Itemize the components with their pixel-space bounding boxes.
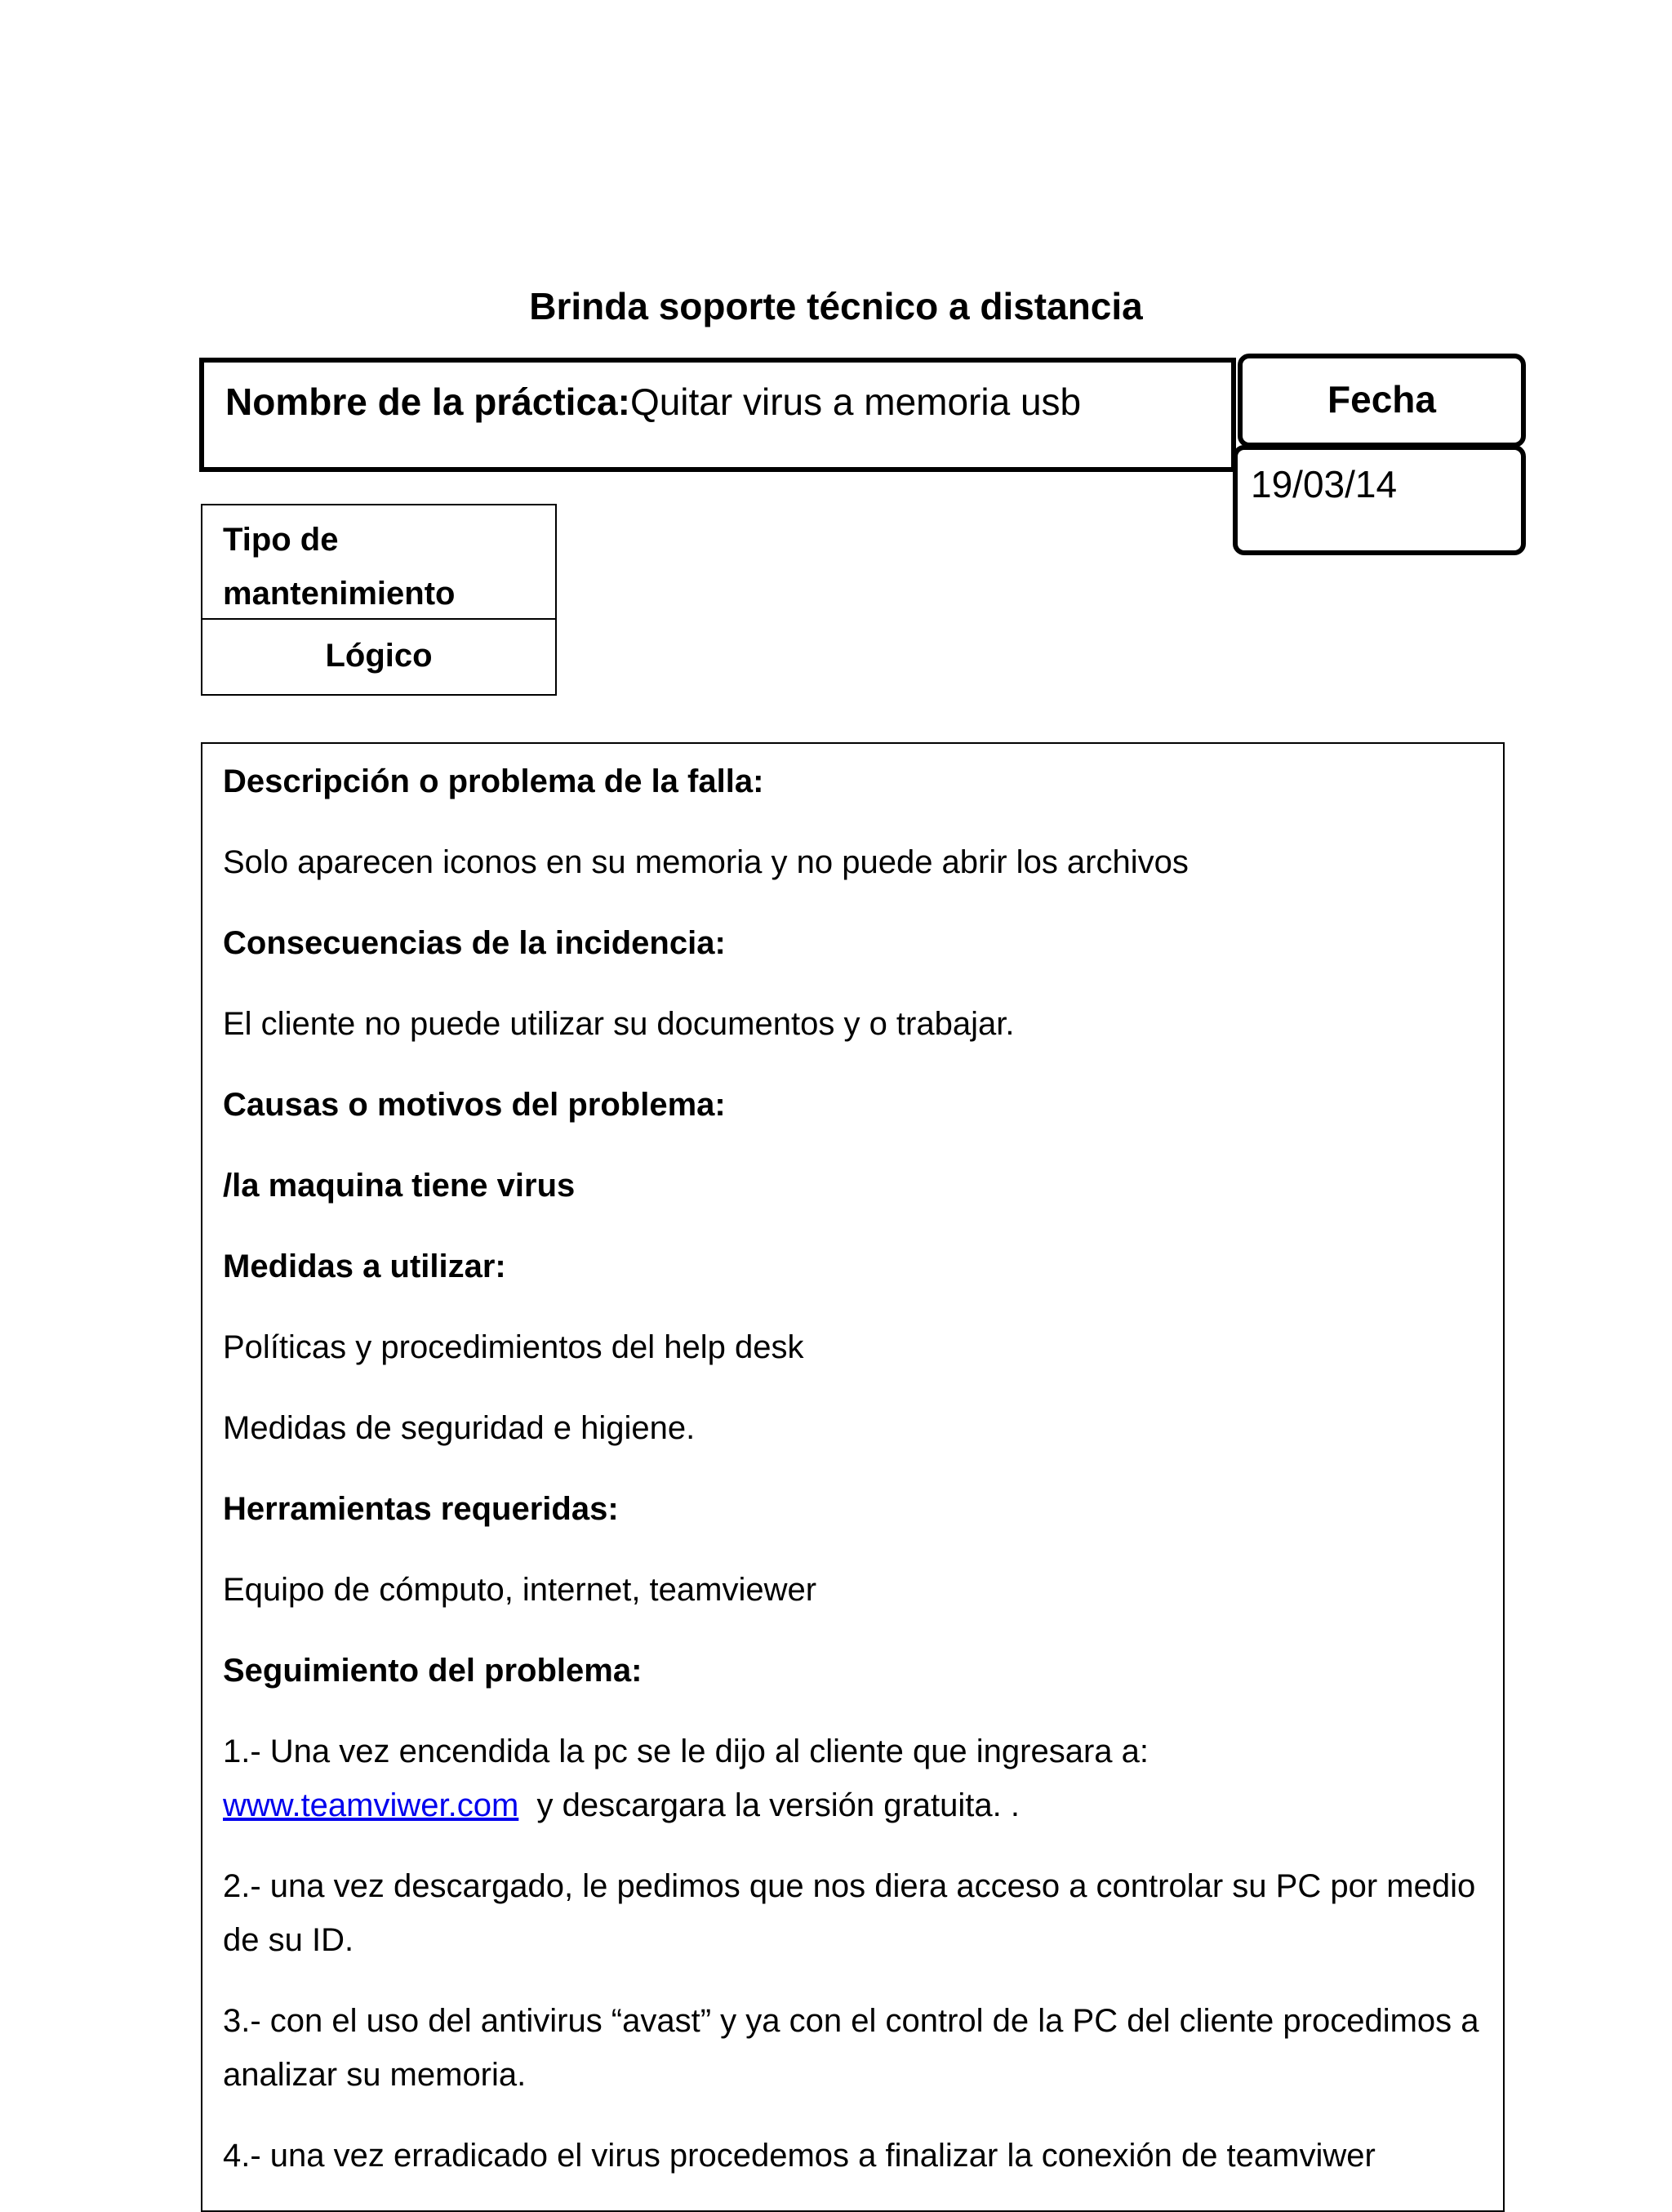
tools-text: Equipo de cómputo, internet, teamviewer [223,1572,817,1608]
causes-heading: Causas o motivos del problema: [223,1087,726,1123]
measures-heading: Medidas a utilizar: [223,1248,506,1284]
date-label: Fecha [1238,354,1526,447]
consequences-text: El cliente no puede utilizar su documentos y o trabajar. [223,1006,1015,1042]
practice-value: Quitar virus a memoria usb [629,381,1082,423]
date-value: 19/03/14 [1251,463,1398,505]
description-heading: Descripción o problema de la falla: [223,763,764,799]
causes-text: /la maquina tiene virus [223,1168,576,1204]
step-1 [223,1725,1488,1832]
step-2: 2.- una vez descargado, le pedimos que nos diera acceso a controlar su PC por medio de su ID. [223,1868,1476,1958]
consequences-heading: Consecuencias de la incidencia: [223,925,726,961]
teamviewer-link[interactable]: www.teamviwer.com [223,1787,519,1823]
followup-heading: Seguimiento del problema: [223,1653,643,1689]
measures-item: Políticas y procedimientos del help desk [223,1329,804,1365]
report-content [223,754,1488,2210]
maintenance-type-label: Tipo de mantenimiento [223,522,456,612]
step-1-text: 1.- Una vez encendida la pc se le dijo al cliente que ingresara a: [223,1734,1150,1769]
maintenance-type-value: Lógico [325,638,433,674]
measures-item: Medidas de seguridad e higiene. [223,1410,696,1446]
step-3: 3.- con el uso del antivirus “avast” y ya con el control de la PC del cliente procedimos a analizar su memoria. [223,2003,1479,2093]
tools-heading: Herramientas requeridas: [223,1491,619,1527]
step-4: 4.- una vez erradicado el virus procedemos a finalizar la conexión de teamviwer [223,2138,1376,2174]
step-1-tail: y descargara la versión gratuita. . [518,1787,1020,1823]
description-text: Solo aparecen iconos en su memoria y no puede abrir los archivos [223,844,1189,880]
document-title: Brinda soporte técnico a distancia [529,285,1143,327]
practice-name [225,377,1081,426]
practice-label: Nombre de la práctica: [225,381,630,423]
